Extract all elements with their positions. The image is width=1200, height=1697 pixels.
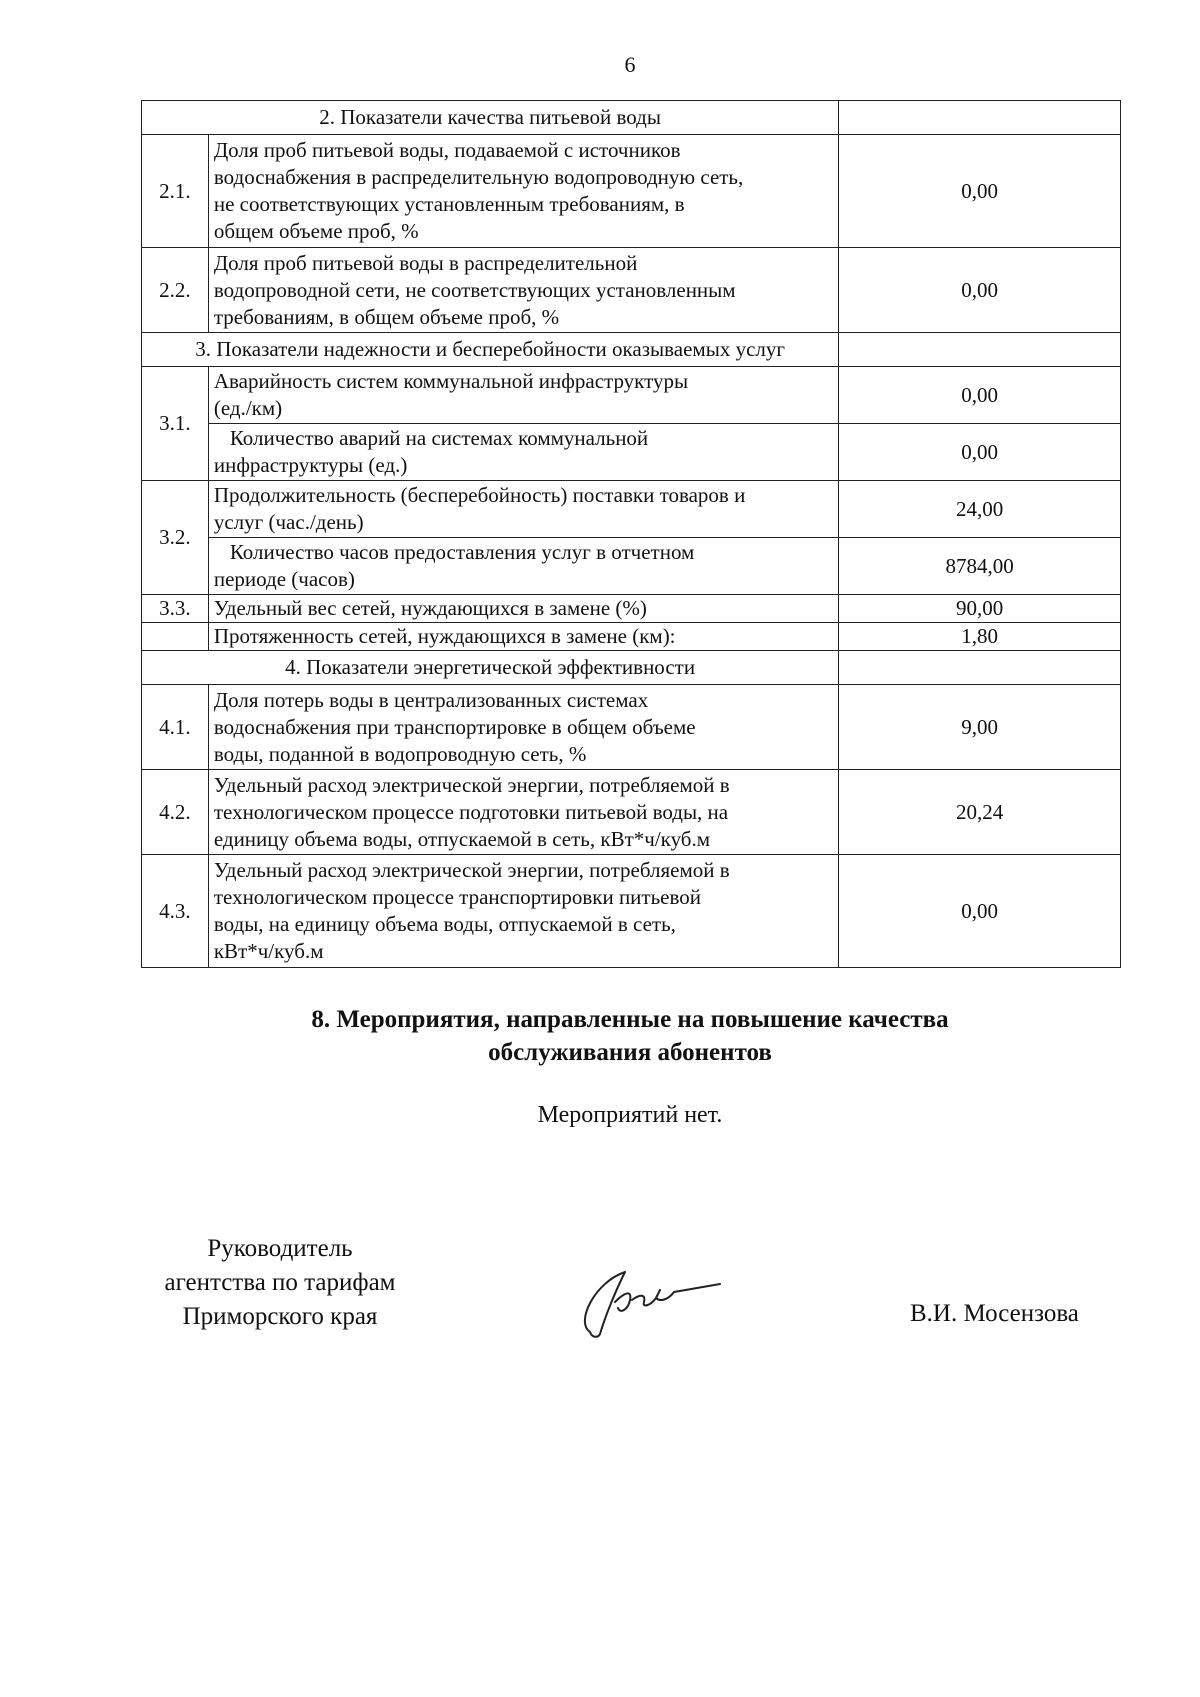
signer-name: В.И. Мосензова [910, 1300, 1079, 1327]
row-description: Продолжительность (бесперебойность) поставки товаров и услуг (час./день) [208, 481, 838, 538]
row-number: 3.2. [142, 481, 209, 595]
row-description: Удельный расход электрической энергии, потребляемой в технологическом процессе подготовки питьевой воды, на единицу объема воды, отпускаемой в сеть, кВт*ч/куб.м [208, 770, 838, 855]
row-value: 24,00 [839, 481, 1121, 538]
table-section-row [142, 333, 1121, 367]
row-value: 0,00 [839, 367, 1121, 424]
row-description: Доля потерь воды в централизованных системах водоснабжения при транспортировке в общем объеме воды, поданной в водопроводную сеть, % [208, 685, 838, 770]
section-8-title: 8. Мероприятия, направленные на повышение качества обслуживания абонентов [311, 1006, 949, 1066]
row-description: Доля проб питьевой воды, подаваемой с источников водоснабжения в распределительную водопроводную сеть, не соответствующих установленным требованиям, в общем объеме проб, % [208, 135, 838, 248]
table-row [142, 623, 1121, 651]
row-value: 20,24 [839, 770, 1121, 855]
row-number: 4.1. [142, 685, 209, 770]
row-value: 0,00 [839, 135, 1121, 248]
row-value: 0,00 [839, 424, 1121, 481]
row-number: 4.2. [142, 770, 209, 855]
page-number: 6 [624, 52, 636, 77]
row-description: Количество аварий на системах коммунальной инфраструктуры (ед.) [208, 424, 838, 481]
row-number: 4.3. [142, 855, 209, 968]
row-number: 2.2. [142, 248, 209, 333]
row-value: 90,00 [839, 595, 1121, 623]
row-description: Удельный вес сетей, нуждающихся в замене (%) [208, 595, 838, 623]
row-description: Количество часов предоставления услуг в отчетном периоде (часов) [208, 538, 838, 595]
table-row [142, 855, 1121, 968]
section-3-title: 3. Показатели надежности и бесперебойности оказываемых услуг [142, 333, 839, 367]
row-value: 0,00 [839, 855, 1121, 968]
row-description: Доля проб питьевой воды в распределительной водопроводной сети, не соответствующих установленным требованиям, в общем объеме проб, % [208, 248, 838, 333]
table-row [142, 538, 1121, 595]
table-section-row [142, 651, 1121, 685]
table-row [142, 367, 1121, 424]
table-row [142, 248, 1121, 333]
section-4-title: 4. Показатели энергетической эффективности [142, 651, 839, 685]
handwritten-signature [570, 1262, 740, 1342]
table-row [142, 685, 1121, 770]
row-description: Протяженность сетей, нуждающихся в замене (км): [208, 623, 838, 651]
table-section-row [142, 101, 1121, 135]
table-row [142, 595, 1121, 623]
no-events-text: Мероприятий нет. [537, 1102, 723, 1128]
row-number: 2.1. [142, 135, 209, 248]
row-description: Аварийность систем коммунальной инфраструктуры (ед./км) [208, 367, 838, 424]
indicators-table [141, 100, 1121, 968]
row-value: 8784,00 [839, 538, 1121, 595]
row-value: 1,80 [839, 623, 1121, 651]
section-2-title: 2. Показатели качества питьевой воды [142, 101, 839, 135]
table-row [142, 424, 1121, 481]
table-row [142, 481, 1121, 538]
row-value: 0,00 [839, 248, 1121, 333]
row-number: 3.1. [142, 367, 209, 481]
row-value: 9,00 [839, 685, 1121, 770]
table-row [142, 770, 1121, 855]
row-number: 3.3. [142, 595, 209, 623]
row-description: Удельный расход электрической энергии, потребляемой в технологическом процессе транспортировки питьевой воды, на единицу объема воды, отпускаемой в сеть, кВт*ч/куб.м [208, 855, 838, 968]
signer-position: Руководитель агентства по тарифам Приморского края [164, 1235, 396, 1330]
table-row [142, 135, 1121, 248]
